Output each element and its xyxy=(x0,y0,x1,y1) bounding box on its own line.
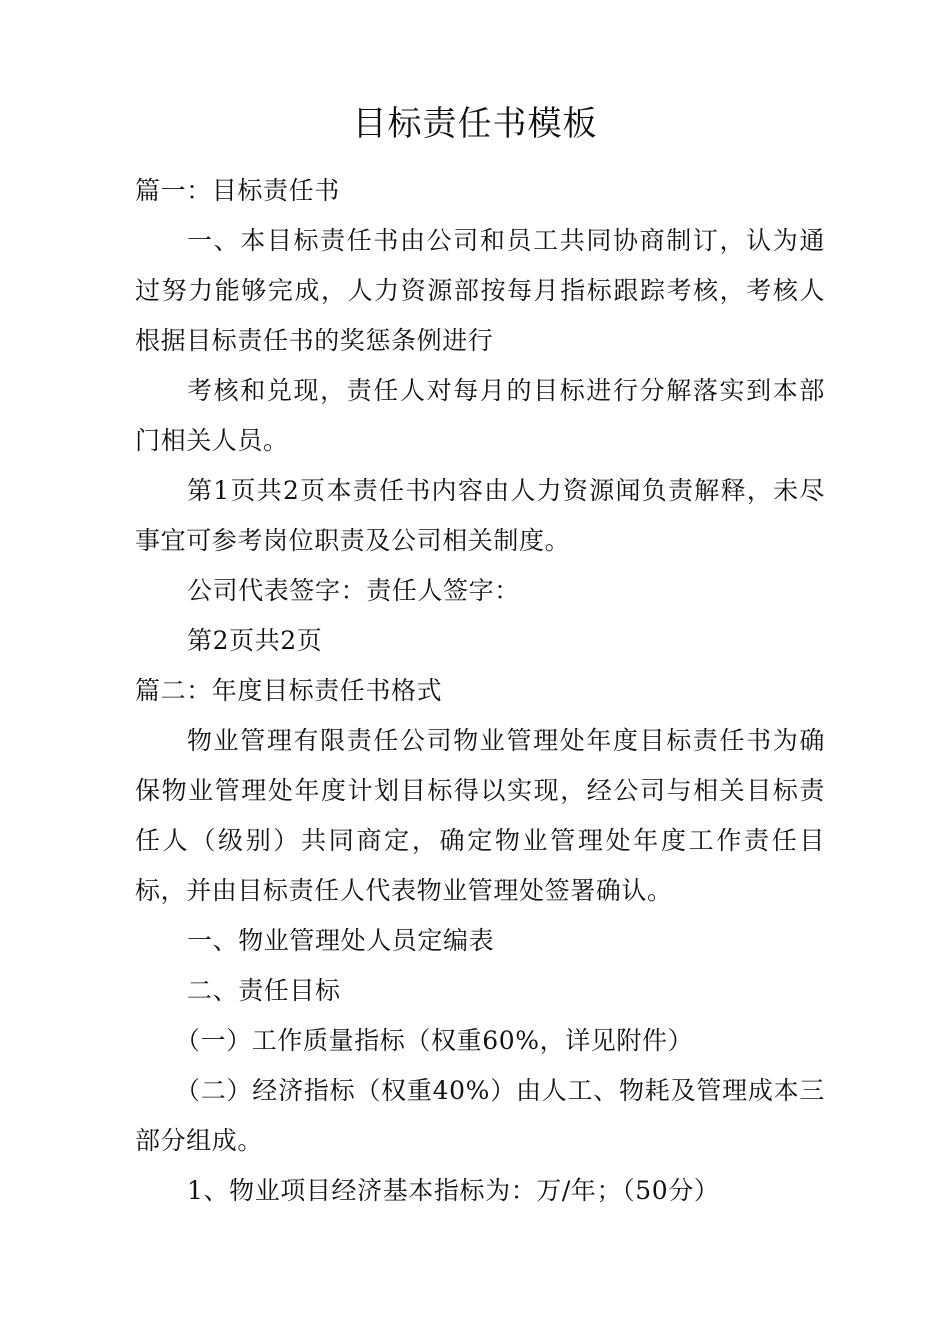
signature-line: 公司代表签字：责任人签字： xyxy=(187,576,520,605)
document-body xyxy=(135,166,825,1216)
list-item: 1、物业项目经济基本指标为：万/年；（50分） xyxy=(187,1176,720,1205)
section-heading-1: 篇一：目标责任书 xyxy=(135,176,340,205)
document-title: 目标责任书模板 xyxy=(352,104,598,144)
list-item: （一）工作质量指标（权重60%，详见附件） xyxy=(175,1026,694,1055)
paragraph: 物业管理有限责任公司物业管理处年度目标责任书为确保物业管理处年度计划目标得以实现，经公司与相关目标责任人（级别）共同商定，确定物业管理处年度工作责任目标，并由目标责任人代表物业管理处签署确认。 xyxy=(135,726,825,905)
paragraph: 考核和兑现，责任人对每月的目标进行分解落实到本部门相关人员。 xyxy=(135,376,825,455)
list-item: （二）经济指标（权重40%）由人工、物耗及管理成本三部分组成。 xyxy=(135,1076,825,1155)
section-heading-2: 篇二：年度目标责任书格式 xyxy=(135,676,443,705)
list-heading: 一、物业管理处人员定编表 xyxy=(187,926,495,955)
paragraph: 第1页共2页本责任书内容由人力资源闻负责解释，未尽事宜可参考岗位职责及公司相关制度。 xyxy=(135,476,825,555)
list-heading: 二、责任目标 xyxy=(187,976,341,1005)
paragraph: 一、本目标责任书由公司和员工共同协商制订，认为通过努力能够完成，人力资源部按每月指标跟踪考核，考核人根据目标责任书的奖惩条例进行 xyxy=(135,226,825,355)
page-marker: 第2页共2页 xyxy=(187,626,323,655)
